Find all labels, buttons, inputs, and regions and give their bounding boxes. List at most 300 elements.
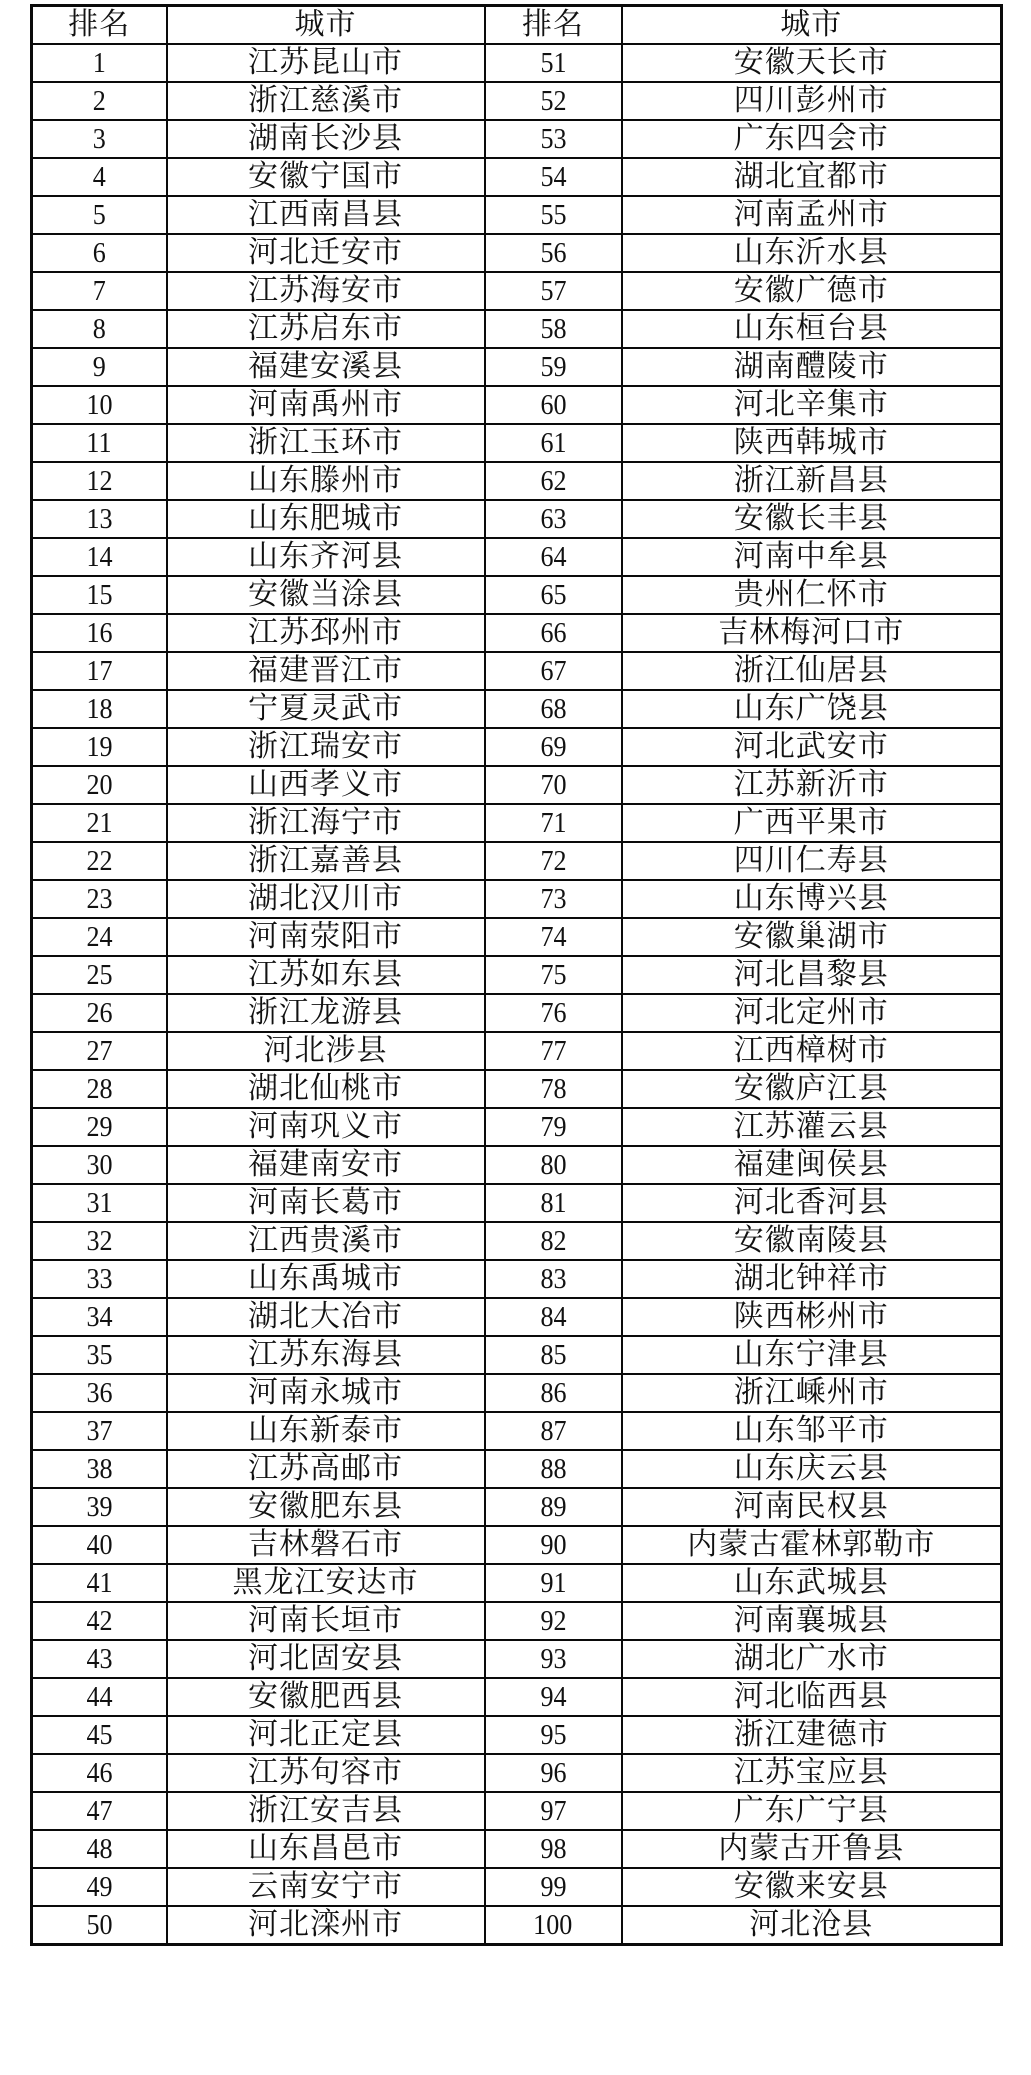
rank-cell-right (485, 348, 622, 386)
rank-text-right: 85 (539, 1339, 567, 1371)
city-text-right: 山东宁津县 (733, 1338, 889, 1371)
table-row (32, 1716, 1002, 1754)
table-row (32, 994, 1002, 1032)
rank-cell-left (32, 1640, 167, 1678)
city-cell-left (167, 424, 485, 462)
rank-text-right: 73 (539, 883, 567, 915)
rank-cell-right (485, 1488, 622, 1526)
rank-text-right: 72 (539, 845, 567, 877)
rank-cell-right (485, 1830, 622, 1868)
rank-text-right: 64 (539, 541, 567, 573)
city-cell-right (622, 196, 1002, 234)
table-row (32, 766, 1002, 804)
city-text-right: 福建闽侯县 (733, 1148, 889, 1181)
city-text-left: 河北滦州市 (248, 1908, 403, 1941)
city-text-left: 山东齐河县 (248, 540, 403, 573)
rank-text-left: 24 (86, 921, 113, 953)
city-cell-right (622, 1754, 1002, 1792)
rank-cell-left (32, 158, 167, 196)
city-cell-left (167, 1906, 485, 1945)
table-row (32, 1488, 1002, 1526)
rank-text-right: 98 (539, 1833, 567, 1865)
city-cell-left (167, 918, 485, 956)
city-cell-right (622, 1146, 1002, 1184)
city-cell-left (167, 1374, 485, 1412)
city-cell-left (167, 1108, 485, 1146)
rank-cell-right (485, 1222, 622, 1260)
header-rank-left: 排名 (32, 6, 167, 45)
table-row (32, 1298, 1002, 1336)
city-cell-left (167, 1146, 485, 1184)
rank-text-right: 56 (539, 237, 567, 269)
city-cell-right (622, 310, 1002, 348)
city-text-right: 广东广宁县 (733, 1794, 889, 1827)
city-text-right: 内蒙古开鲁县 (718, 1832, 905, 1865)
table-row (32, 1830, 1002, 1868)
rank-cell-right (485, 120, 622, 158)
city-cell-right (622, 500, 1002, 538)
rank-text-left: 31 (86, 1187, 113, 1219)
city-text-left: 宁夏灵武市 (248, 692, 403, 725)
rank-text-left: 25 (86, 959, 113, 991)
rank-cell-left (32, 842, 167, 880)
rank-text-right: 66 (539, 617, 567, 649)
table-row (32, 1526, 1002, 1564)
city-text-left: 山东肥城市 (248, 502, 403, 535)
city-text-left: 河南长垣市 (248, 1604, 403, 1637)
city-cell-left (167, 1564, 485, 1602)
city-cell-left (167, 386, 485, 424)
city-cell-left (167, 538, 485, 576)
header-rank-right: 排名 (485, 6, 622, 45)
rank-cell-left (32, 728, 167, 766)
city-text-left: 河南长葛市 (248, 1186, 403, 1219)
city-cell-right (622, 1184, 1002, 1222)
city-text-right: 江苏灌云县 (733, 1110, 889, 1143)
city-cell-right (622, 1298, 1002, 1336)
rank-cell-right (485, 1374, 622, 1412)
city-cell-right (622, 82, 1002, 120)
rank-cell-left (32, 1868, 167, 1906)
city-text-left: 山东滕州市 (248, 464, 403, 497)
rank-cell-left (32, 956, 167, 994)
rank-text-right: 97 (539, 1795, 567, 1827)
city-text-right: 湖北宜都市 (733, 160, 889, 193)
rank-text-left: 34 (86, 1301, 113, 1333)
table-row (32, 1108, 1002, 1146)
rank-cell-left (32, 1108, 167, 1146)
rank-cell-left (32, 880, 167, 918)
city-text-right: 安徽天长市 (733, 46, 889, 79)
city-text-left: 安徽肥西县 (248, 1680, 403, 1713)
city-text-right: 河北沧县 (749, 1908, 874, 1941)
city-cell-right (622, 44, 1002, 82)
rank-cell-left (32, 1412, 167, 1450)
city-text-right: 江西樟树市 (733, 1034, 889, 1067)
city-text-left: 江苏昆山市 (248, 46, 403, 79)
city-cell-right (622, 1108, 1002, 1146)
rank-cell-left (32, 1564, 167, 1602)
rank-cell-left (32, 1716, 167, 1754)
rank-text-right: 71 (539, 807, 567, 839)
city-cell-right (622, 1678, 1002, 1716)
rank-cell-right (485, 1070, 622, 1108)
city-text-right: 山东庆云县 (733, 1452, 889, 1485)
table-row (32, 272, 1002, 310)
rank-cell-right (485, 956, 622, 994)
city-text-left: 河南禹州市 (248, 388, 403, 421)
table-row (32, 1184, 1002, 1222)
city-text-right: 河北临西县 (733, 1680, 889, 1713)
city-text-left: 浙江玉环市 (248, 426, 403, 459)
rank-text-left: 27 (86, 1035, 113, 1067)
rank-text-right: 95 (539, 1719, 567, 1751)
rank-text-right: 75 (539, 959, 567, 991)
table-row (32, 690, 1002, 728)
rank-cell-left (32, 386, 167, 424)
table-row (32, 1032, 1002, 1070)
city-text-right: 河南中牟县 (733, 540, 889, 573)
table-row (32, 1222, 1002, 1260)
city-cell-right (622, 234, 1002, 272)
city-text-right: 湖北广水市 (733, 1642, 889, 1675)
table-row (32, 1564, 1002, 1602)
rank-text-left: 7 (92, 275, 106, 307)
rank-text-right: 77 (539, 1035, 567, 1067)
city-text-left: 河南巩义市 (248, 1110, 403, 1143)
city-text-left: 湖南长沙县 (248, 122, 403, 155)
city-text-left: 浙江慈溪市 (248, 84, 403, 117)
city-text-left: 浙江安吉县 (248, 1794, 403, 1827)
rank-cell-left (32, 1374, 167, 1412)
city-text-right: 贵州仁怀市 (733, 578, 889, 611)
rank-cell-left (32, 196, 167, 234)
city-text-right: 吉林梅河口市 (718, 616, 905, 649)
rank-text-left: 15 (86, 579, 113, 611)
rank-cell-right (485, 1526, 622, 1564)
city-text-left: 湖北仙桃市 (248, 1072, 403, 1105)
city-cell-left (167, 842, 485, 880)
ranking-table (30, 4, 1003, 1946)
rank-text-left: 29 (86, 1111, 113, 1143)
table-body (32, 44, 1002, 1945)
city-text-right: 浙江嵊州市 (733, 1376, 889, 1409)
city-cell-right (622, 1716, 1002, 1754)
rank-text-left: 22 (86, 845, 113, 877)
rank-text-left: 3 (92, 123, 106, 155)
city-text-left: 安徽当涂县 (248, 578, 403, 611)
rank-cell-right (485, 690, 622, 728)
rank-cell-right (485, 1032, 622, 1070)
table-row (32, 1868, 1002, 1906)
city-cell-left (167, 1830, 485, 1868)
table-header (32, 6, 1002, 45)
city-cell-left (167, 1298, 485, 1336)
table-row (32, 196, 1002, 234)
city-cell-left (167, 1526, 485, 1564)
city-text-left: 福建南安市 (248, 1148, 403, 1181)
city-cell-left (167, 234, 485, 272)
city-cell-left (167, 1450, 485, 1488)
rank-cell-left (32, 500, 167, 538)
rank-cell-left (32, 766, 167, 804)
city-cell-right (622, 120, 1002, 158)
table-row (32, 1678, 1002, 1716)
city-cell-left (167, 44, 485, 82)
city-text-right: 河北定州市 (733, 996, 889, 1029)
city-text-left: 河南永城市 (248, 1376, 403, 1409)
city-text-left: 江西贵溪市 (248, 1224, 403, 1257)
rank-text-right: 76 (539, 997, 567, 1029)
rank-text-left: 11 (86, 427, 112, 459)
rank-text-right: 59 (539, 351, 567, 383)
city-cell-left (167, 462, 485, 500)
city-cell-left (167, 158, 485, 196)
rank-text-right: 51 (539, 47, 567, 79)
city-cell-left (167, 1412, 485, 1450)
rank-cell-left (32, 804, 167, 842)
rank-cell-right (485, 1792, 622, 1830)
rank-cell-left (32, 1602, 167, 1640)
city-cell-left (167, 1488, 485, 1526)
city-text-left: 河北涉县 (263, 1034, 388, 1067)
rank-cell-left (32, 994, 167, 1032)
city-cell-left (167, 956, 485, 994)
rank-text-right: 93 (539, 1643, 567, 1675)
city-cell-left (167, 1070, 485, 1108)
rank-text-left: 46 (86, 1757, 113, 1789)
rank-text-left: 14 (86, 541, 113, 573)
table-row (32, 348, 1002, 386)
rank-cell-right (485, 1754, 622, 1792)
city-cell-right (622, 1792, 1002, 1830)
rank-cell-right (485, 1298, 622, 1336)
table-row (32, 1906, 1002, 1945)
city-cell-right (622, 1906, 1002, 1945)
rank-text-left: 13 (86, 503, 113, 535)
rank-text-right: 91 (539, 1567, 567, 1599)
rank-cell-left (32, 1526, 167, 1564)
rank-cell-left (32, 1222, 167, 1260)
rank-cell-right (485, 272, 622, 310)
city-text-left: 河南荥阳市 (248, 920, 403, 953)
table-row (32, 576, 1002, 614)
rank-text-right: 67 (539, 655, 567, 687)
rank-cell-right (485, 158, 622, 196)
rank-text-right: 100 (533, 1909, 573, 1941)
city-text-left: 吉林磐石市 (248, 1528, 403, 1561)
city-text-left: 黑龙江安达市 (232, 1566, 419, 1599)
rank-cell-left (32, 1260, 167, 1298)
city-cell-left (167, 1792, 485, 1830)
rank-text-right: 52 (539, 85, 567, 117)
rank-cell-left (32, 1754, 167, 1792)
table-row (32, 1754, 1002, 1792)
city-cell-right (622, 1070, 1002, 1108)
city-cell-left (167, 1260, 485, 1298)
city-cell-left (167, 614, 485, 652)
city-text-right: 四川彭州市 (733, 84, 889, 117)
rank-text-right: 84 (539, 1301, 567, 1333)
rank-cell-right (485, 918, 622, 956)
rank-cell-left (32, 1070, 167, 1108)
rank-text-left: 47 (86, 1795, 113, 1827)
rank-cell-right (485, 196, 622, 234)
rank-cell-right (485, 82, 622, 120)
rank-text-right: 68 (539, 693, 567, 725)
table-row (32, 956, 1002, 994)
rank-text-left: 42 (86, 1605, 113, 1637)
city-cell-right (622, 272, 1002, 310)
rank-text-left: 18 (86, 693, 113, 725)
rank-text-right: 81 (539, 1187, 567, 1219)
rank-cell-left (32, 1678, 167, 1716)
rank-text-right: 99 (539, 1871, 567, 1903)
city-text-right: 湖南醴陵市 (733, 350, 889, 383)
rank-cell-right (485, 538, 622, 576)
city-text-right: 河南民权县 (733, 1490, 889, 1523)
rank-cell-left (32, 1298, 167, 1336)
city-text-left: 山东禹城市 (248, 1262, 403, 1295)
rank-cell-left (32, 576, 167, 614)
rank-cell-right (485, 1108, 622, 1146)
rank-cell-left (32, 1336, 167, 1374)
rank-text-right: 58 (539, 313, 567, 345)
rank-cell-left (32, 1830, 167, 1868)
city-cell-right (622, 1450, 1002, 1488)
rank-cell-left (32, 614, 167, 652)
city-text-right: 安徽庐江县 (733, 1072, 889, 1105)
city-cell-right (622, 1032, 1002, 1070)
rank-cell-left (32, 1184, 167, 1222)
city-cell-left (167, 1716, 485, 1754)
rank-text-right: 74 (539, 921, 567, 953)
city-cell-left (167, 766, 485, 804)
city-text-right: 安徽广德市 (733, 274, 889, 307)
city-cell-right (622, 576, 1002, 614)
rank-text-left: 41 (86, 1567, 113, 1599)
rank-text-left: 36 (86, 1377, 113, 1409)
city-cell-left (167, 1032, 485, 1070)
rank-cell-right (485, 576, 622, 614)
table-row (32, 1640, 1002, 1678)
table-row (32, 462, 1002, 500)
city-cell-left (167, 500, 485, 538)
city-text-right: 河北昌黎县 (733, 958, 889, 991)
city-text-right: 山东邹平市 (733, 1414, 889, 1447)
table-row (32, 538, 1002, 576)
city-text-right: 安徽长丰县 (733, 502, 889, 535)
rank-cell-right (485, 1868, 622, 1906)
city-cell-right (622, 1412, 1002, 1450)
city-cell-right (622, 1336, 1002, 1374)
rank-cell-right (485, 386, 622, 424)
rank-text-right: 55 (539, 199, 567, 231)
city-text-right: 陕西彬州市 (733, 1300, 889, 1333)
city-cell-right (622, 1374, 1002, 1412)
rank-cell-right (485, 1716, 622, 1754)
table-row (32, 1336, 1002, 1374)
city-cell-left (167, 1640, 485, 1678)
city-text-right: 安徽南陵县 (733, 1224, 889, 1257)
city-cell-left (167, 1336, 485, 1374)
rank-text-left: 16 (86, 617, 113, 649)
rank-text-left: 37 (86, 1415, 113, 1447)
rank-text-right: 70 (539, 769, 567, 801)
rank-text-left: 49 (86, 1871, 113, 1903)
city-text-left: 河北迁安市 (248, 236, 403, 269)
city-cell-left (167, 804, 485, 842)
city-text-left: 福建晋江市 (248, 654, 403, 687)
rank-cell-left (32, 44, 167, 82)
table-row (32, 82, 1002, 120)
city-text-left: 安徽肥东县 (248, 1490, 403, 1523)
city-text-right: 山东沂水县 (733, 236, 889, 269)
city-text-right: 广西平果市 (733, 806, 889, 839)
rank-text-left: 5 (92, 199, 106, 231)
rank-cell-right (485, 1640, 622, 1678)
rank-text-left: 48 (86, 1833, 113, 1865)
table-row (32, 614, 1002, 652)
header-city-right: 城市 (622, 6, 1002, 45)
city-cell-right (622, 424, 1002, 462)
rank-text-left: 39 (86, 1491, 113, 1523)
city-text-left: 浙江嘉善县 (248, 844, 403, 877)
city-text-right: 湖北钟祥市 (733, 1262, 889, 1295)
rank-text-right: 88 (539, 1453, 567, 1485)
table-row (32, 1146, 1002, 1184)
table-row (32, 842, 1002, 880)
rank-cell-right (485, 1602, 622, 1640)
city-cell-right (622, 538, 1002, 576)
city-text-right: 浙江新昌县 (733, 464, 889, 497)
city-text-left: 河北正定县 (248, 1718, 403, 1751)
rank-text-left: 26 (86, 997, 113, 1029)
rank-text-right: 80 (539, 1149, 567, 1181)
city-text-left: 山东昌邑市 (248, 1832, 403, 1865)
city-cell-left (167, 1868, 485, 1906)
city-text-right: 河南孟州市 (733, 198, 889, 231)
city-cell-left (167, 1602, 485, 1640)
table-row (32, 424, 1002, 462)
city-text-right: 河北武安市 (733, 730, 889, 763)
rank-cell-left (32, 310, 167, 348)
rank-text-left: 9 (92, 351, 106, 383)
rank-cell-left (32, 272, 167, 310)
header-city-left: 城市 (167, 6, 485, 45)
rank-text-left: 32 (86, 1225, 113, 1257)
table-row (32, 1602, 1002, 1640)
rank-text-left: 4 (92, 161, 106, 193)
rank-text-right: 96 (539, 1757, 567, 1789)
city-text-right: 山东武城县 (733, 1566, 889, 1599)
table-row (32, 652, 1002, 690)
rank-cell-right (485, 614, 622, 652)
city-text-left: 湖北大冶市 (248, 1300, 403, 1333)
rank-cell-right (485, 804, 622, 842)
rank-text-right: 57 (539, 275, 567, 307)
rank-cell-right (485, 766, 622, 804)
rank-text-right: 87 (539, 1415, 567, 1447)
city-text-right: 陕西韩城市 (733, 426, 889, 459)
rank-text-right: 61 (539, 427, 567, 459)
table-row (32, 386, 1002, 424)
rank-cell-right (485, 310, 622, 348)
rank-text-left: 21 (86, 807, 113, 839)
city-cell-left (167, 576, 485, 614)
table-row (32, 234, 1002, 272)
city-cell-right (622, 1564, 1002, 1602)
